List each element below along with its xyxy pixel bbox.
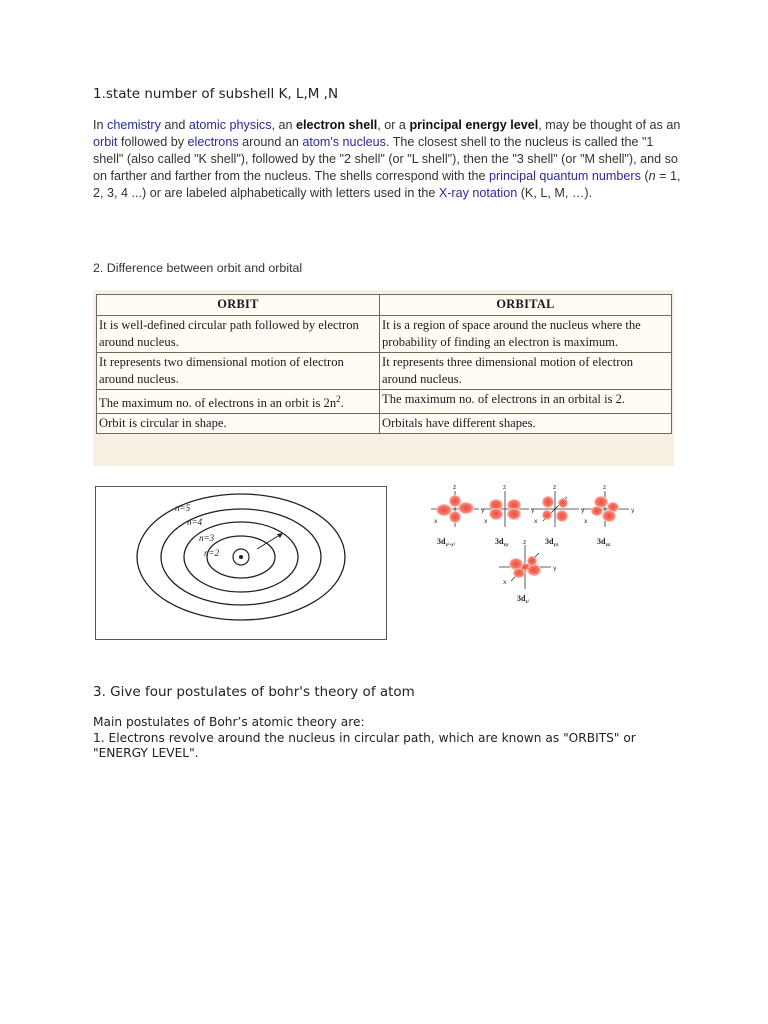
svg-text:y: y xyxy=(481,507,485,514)
table-cell: Orbitals have different shapes. xyxy=(380,414,672,434)
svg-text:3dz²: $3d_{z^2}$ xyxy=(517,594,530,604)
table-row xyxy=(97,414,672,434)
d-orbitals-figure xyxy=(420,484,640,604)
question-3-heading: 3. Give four postulates of bohr's theory of atom xyxy=(93,684,415,700)
term-principal-energy-level: principal energy level xyxy=(409,118,539,132)
table-cell: It is a region of space around the nucleus where the probability of finding an electron is maximum. xyxy=(380,316,672,353)
link-principal-quantum-numbers[interactable]: principal quantum numbers xyxy=(488,169,641,183)
svg-text:x: x xyxy=(584,518,588,525)
link-electrons[interactable]: electrons xyxy=(187,135,239,149)
term-electron-shell: electron shell xyxy=(296,118,378,132)
link-chemistry[interactable]: chemistry xyxy=(107,118,161,132)
orbital-dx2y2 xyxy=(431,484,485,548)
svg-text:3dxz: $3d_{xz}$ xyxy=(597,537,611,548)
postulates-lead: Main postulates of Bohr’s atomic theory are: xyxy=(93,715,365,729)
bohr-postulates xyxy=(93,715,693,762)
table-cell: It is well-defined circular path followed by electron around nucleus. xyxy=(97,316,380,353)
svg-text:z: z xyxy=(503,484,507,491)
label-n5: n=5 xyxy=(175,503,191,513)
link-orbit[interactable]: orbit xyxy=(93,135,118,149)
label-n2: n=2 xyxy=(204,548,220,558)
svg-text:x: x xyxy=(434,518,438,525)
table-header-orbit: ORBIT xyxy=(97,295,380,316)
link-atom-nucleus[interactable]: atom's nucleus xyxy=(302,135,386,149)
label-n3: n=3 xyxy=(199,533,215,543)
question-1-heading: 1.state number of subshell K, L,M ,N xyxy=(93,86,339,102)
svg-text:3dx²-y²: $3d_{x^2-y^2}$ xyxy=(437,537,456,548)
orbit-orbital-table-image xyxy=(93,290,674,466)
svg-text:x: x xyxy=(534,518,538,525)
bohr-orbits-figure xyxy=(95,486,387,640)
table-row xyxy=(97,316,672,353)
svg-text:z: z xyxy=(453,484,457,491)
svg-text:z: z xyxy=(523,539,527,546)
question-2-heading: 2. Difference between orbit and orbital xyxy=(93,261,303,275)
table-cell: The maximum no. of electrons in an orbital is 2. xyxy=(380,390,672,414)
link-atomic-physics[interactable]: atomic physics xyxy=(188,118,272,132)
svg-text:y: y xyxy=(553,565,557,572)
svg-text:3dyz: $3d_{yz}$ xyxy=(545,537,559,548)
svg-text:x: x xyxy=(503,579,507,586)
electron-shell-paragraph: In chemistry and atomic physics, an electron shell, or a principal energy level, may be thought of as an orbit followed by electrons around an atom's nucleus. The closest shell to the nucleus is called the "1 shell" (also called "K shell"), followed by the "2 shell" (or "L shell"), then the "3 shell" (or "M shell"), and so on farther and farther from the nucleus. The shells correspond with the principal quantum numbers (n = 1, 2, 3, 4 ...) or are labeled alphabetically with letters used in the X-ray notation (K, L, M, …). xyxy=(93,118,681,200)
orbital-dz2 xyxy=(499,539,557,604)
svg-text:3dxy: $3d_{xy}$ xyxy=(495,537,509,548)
orbit-orbital-table xyxy=(96,294,672,434)
orbital-dxy xyxy=(481,484,535,548)
postulate-1: 1. Electrons revolve around the nucleus in circular path, which are known as "ORBITS" or "ENERGY LEVEL". xyxy=(93,730,636,760)
svg-text:y: y xyxy=(581,507,585,514)
table-header-orbital: ORBITAL xyxy=(380,295,672,316)
svg-text:y: y xyxy=(631,507,635,514)
table-header-row xyxy=(97,295,672,316)
table-cell: It represents three dimensional motion of electron around nucleus. xyxy=(380,353,672,390)
svg-text:x: x xyxy=(484,518,488,525)
svg-text:y: y xyxy=(531,507,535,514)
svg-text:z: z xyxy=(553,484,557,491)
nucleus-dot xyxy=(239,555,243,559)
table-cell: Orbit is circular in shape. xyxy=(97,414,380,434)
table-cell: It represents two dimensional motion of electron around nucleus. xyxy=(97,353,380,390)
table-cell: The maximum no. of electrons in an orbit is $2n^2$. xyxy=(97,390,380,414)
link-x-ray-notation[interactable]: X-ray notation xyxy=(438,186,518,200)
table-row xyxy=(97,390,672,414)
orbital-dyz xyxy=(531,484,585,548)
orbital-dxz xyxy=(581,484,635,548)
table-row xyxy=(97,353,672,390)
label-n4: n=4 xyxy=(187,517,203,527)
svg-text:z: z xyxy=(603,484,607,491)
